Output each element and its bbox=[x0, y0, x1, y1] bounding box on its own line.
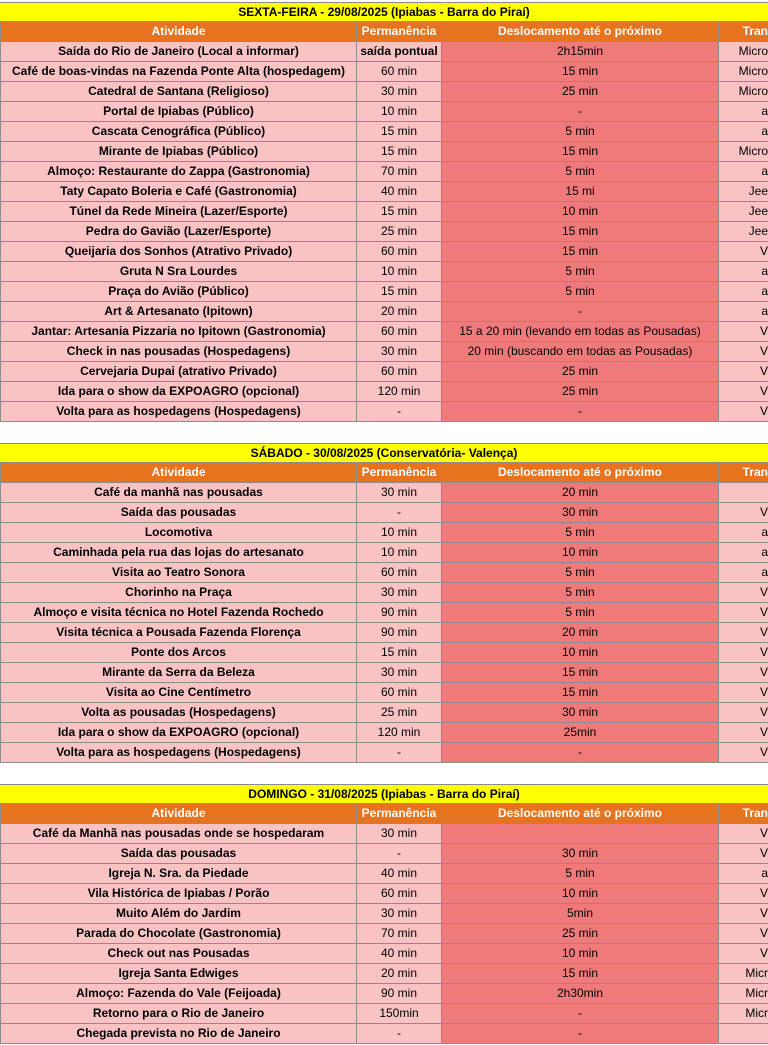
cell-atividade: Igreja N. Sra. da Piedade bbox=[1, 864, 357, 884]
cell-permanencia: 15 min bbox=[357, 282, 442, 302]
cell-permanencia: 60 min bbox=[357, 62, 442, 82]
cell-deslocamento: 10 min bbox=[442, 884, 719, 904]
cell-transporte: V bbox=[719, 824, 768, 844]
table-row bbox=[1, 543, 768, 563]
cell-atividade: Chorinho na Praça bbox=[1, 583, 357, 603]
cell-deslocamento: 20 min bbox=[442, 483, 719, 503]
cell-permanencia: 25 min bbox=[357, 222, 442, 242]
cell-deslocamento: 15 min bbox=[442, 663, 719, 683]
cell-deslocamento: 5 min bbox=[442, 583, 719, 603]
table-row bbox=[1, 362, 768, 382]
cell-atividade: Check in nas pousadas (Hospedagens) bbox=[1, 342, 357, 362]
table-row bbox=[1, 282, 768, 302]
table-row bbox=[1, 42, 768, 62]
cell-transporte: a bbox=[719, 102, 768, 122]
table-row bbox=[1, 222, 768, 242]
table-row bbox=[1, 723, 768, 743]
cell-atividade: Chegada prevista no Rio de Janeiro bbox=[1, 1024, 357, 1044]
cell-deslocamento: 15 min bbox=[442, 964, 719, 984]
cell-transporte: Jee bbox=[719, 222, 768, 242]
table-row bbox=[1, 884, 768, 904]
cell-deslocamento: 25min bbox=[442, 723, 719, 743]
cell-transporte bbox=[719, 483, 768, 503]
cell-atividade: Almoço: Fazenda do Vale (Feijoada) bbox=[1, 984, 357, 1004]
cell-transporte: V bbox=[719, 603, 768, 623]
cell-atividade: Mirante de Ipiabas (Público) bbox=[1, 142, 357, 162]
cell-permanencia: 20 min bbox=[357, 964, 442, 984]
table-row bbox=[1, 503, 768, 523]
table-row bbox=[1, 202, 768, 222]
cell-permanencia: - bbox=[357, 1024, 442, 1044]
schedule-table-sunday bbox=[0, 803, 768, 1044]
cell-transporte: V bbox=[719, 643, 768, 663]
cell-deslocamento: 25 min bbox=[442, 82, 719, 102]
cell-transporte: Micr bbox=[719, 984, 768, 1004]
cell-transporte: V bbox=[719, 623, 768, 643]
cell-transporte: a bbox=[719, 543, 768, 563]
table-row bbox=[1, 102, 768, 122]
cell-transporte: Micro bbox=[719, 62, 768, 82]
cell-transporte: a bbox=[719, 523, 768, 543]
cell-deslocamento: 15 min bbox=[442, 222, 719, 242]
cell-atividade: Café de boas-vindas na Fazenda Ponte Alta (hospedagem) bbox=[1, 62, 357, 82]
table-row bbox=[1, 122, 768, 142]
cell-atividade: Volta para as hospedagens (Hospedagens) bbox=[1, 402, 357, 422]
cell-transporte: V bbox=[719, 904, 768, 924]
cell-permanencia: 60 min bbox=[357, 242, 442, 262]
header-transporte: Tran bbox=[719, 804, 768, 824]
cell-transporte: V bbox=[719, 743, 768, 763]
cell-transporte: Micr bbox=[719, 1004, 768, 1024]
cell-deslocamento: 30 min bbox=[442, 844, 719, 864]
cell-deslocamento: 5 min bbox=[442, 563, 719, 583]
cell-permanencia: 60 min bbox=[357, 362, 442, 382]
header-transporte: Tran bbox=[719, 463, 768, 483]
cell-deslocamento: 2h15min bbox=[442, 42, 719, 62]
cell-transporte: V bbox=[719, 242, 768, 262]
cell-permanencia: saída pontual bbox=[357, 42, 442, 62]
cell-deslocamento: - bbox=[442, 102, 719, 122]
table-row bbox=[1, 603, 768, 623]
header-deslocamento: Deslocamento até o próximo bbox=[442, 804, 719, 824]
cell-deslocamento: 20 min (buscando em todas as Pousadas) bbox=[442, 342, 719, 362]
schedule-table-friday bbox=[0, 21, 768, 422]
cell-deslocamento: 30 min bbox=[442, 703, 719, 723]
cell-transporte: V bbox=[719, 322, 768, 342]
cell-atividade: Mirante da Serra da Beleza bbox=[1, 663, 357, 683]
table-row bbox=[1, 663, 768, 683]
cell-transporte: Jee bbox=[719, 182, 768, 202]
cell-transporte: V bbox=[719, 703, 768, 723]
cell-deslocamento: 2h30min bbox=[442, 984, 719, 1004]
cell-atividade: Visita ao Cine Centímetro bbox=[1, 683, 357, 703]
table-row bbox=[1, 623, 768, 643]
cell-permanencia: 90 min bbox=[357, 984, 442, 1004]
cell-atividade: Art & Artesanato (Ipitown) bbox=[1, 302, 357, 322]
cell-deslocamento: 5 min bbox=[442, 122, 719, 142]
cell-atividade: Café da Manhã nas pousadas onde se hospedaram bbox=[1, 824, 357, 844]
cell-deslocamento: 5 min bbox=[442, 864, 719, 884]
cell-permanencia: - bbox=[357, 743, 442, 763]
cell-transporte: Micr bbox=[719, 964, 768, 984]
cell-deslocamento: 15 min bbox=[442, 62, 719, 82]
table-row bbox=[1, 643, 768, 663]
table-row bbox=[1, 743, 768, 763]
cell-atividade: Caminhada pela rua das lojas do artesanato bbox=[1, 543, 357, 563]
cell-atividade: Volta as pousadas (Hospedagens) bbox=[1, 703, 357, 723]
header-row bbox=[1, 804, 768, 824]
cell-transporte: V bbox=[719, 723, 768, 743]
cell-permanencia: 15 min bbox=[357, 202, 442, 222]
header-permanencia: Permanência bbox=[357, 22, 442, 42]
cell-atividade: Saída das pousadas bbox=[1, 844, 357, 864]
cell-atividade: Almoço e visita técnica no Hotel Fazenda Rochedo bbox=[1, 603, 357, 623]
header-row bbox=[1, 463, 768, 483]
cell-deslocamento: 15 a 20 min (levando em todas as Pousadas) bbox=[442, 322, 719, 342]
table-row bbox=[1, 382, 768, 402]
table-row bbox=[1, 864, 768, 884]
cell-atividade: Portal de Ipiabas (Público) bbox=[1, 102, 357, 122]
table-row bbox=[1, 703, 768, 723]
cell-atividade: Jantar: Artesania Pizzaria no Ipitown (Gastronomia) bbox=[1, 322, 357, 342]
cell-transporte: V bbox=[719, 402, 768, 422]
cell-deslocamento: 5 min bbox=[442, 262, 719, 282]
day-block-sunday bbox=[0, 784, 768, 1044]
table-row bbox=[1, 262, 768, 282]
cell-atividade: Muito Além do Jardim bbox=[1, 904, 357, 924]
cell-deslocamento: 10 min bbox=[442, 543, 719, 563]
table-row bbox=[1, 242, 768, 262]
cell-deslocamento: 25 min bbox=[442, 362, 719, 382]
cell-permanencia: 70 min bbox=[357, 162, 442, 182]
cell-atividade: Cascata Cenográfica (Público) bbox=[1, 122, 357, 142]
cell-permanencia: - bbox=[357, 503, 442, 523]
cell-transporte: V bbox=[719, 362, 768, 382]
header-atividade: Atividade bbox=[1, 463, 357, 483]
table-row bbox=[1, 162, 768, 182]
cell-transporte: V bbox=[719, 663, 768, 683]
cell-permanencia: 60 min bbox=[357, 884, 442, 904]
cell-atividade: Túnel da Rede Mineira (Lazer/Esporte) bbox=[1, 202, 357, 222]
cell-deslocamento: 25 min bbox=[442, 924, 719, 944]
cell-transporte: V bbox=[719, 382, 768, 402]
table-row bbox=[1, 844, 768, 864]
cell-deslocamento: 5 min bbox=[442, 282, 719, 302]
cell-atividade: Check out nas Pousadas bbox=[1, 944, 357, 964]
cell-atividade: Ida para o show da EXPOAGRO (opcional) bbox=[1, 382, 357, 402]
cell-permanencia: - bbox=[357, 844, 442, 864]
cell-atividade: Visita ao Teatro Sonora bbox=[1, 563, 357, 583]
cell-deslocamento: 5 min bbox=[442, 162, 719, 182]
cell-atividade: Almoço: Restaurante do Zappa (Gastronomia) bbox=[1, 162, 357, 182]
cell-deslocamento: 25 min bbox=[442, 382, 719, 402]
cell-permanencia: 30 min bbox=[357, 904, 442, 924]
cell-atividade: Igreja Santa Edwiges bbox=[1, 964, 357, 984]
cell-atividade: Volta para as hospedagens (Hospedagens) bbox=[1, 743, 357, 763]
header-row bbox=[1, 22, 768, 42]
cell-atividade: Pedra do Gavião (Lazer/Esporte) bbox=[1, 222, 357, 242]
day-block-saturday bbox=[0, 443, 768, 763]
cell-atividade: Cervejaria Dupai (atrativo Privado) bbox=[1, 362, 357, 382]
cell-transporte: V bbox=[719, 844, 768, 864]
cell-permanencia: 30 min bbox=[357, 583, 442, 603]
day-block-friday bbox=[0, 2, 768, 422]
cell-permanencia: 30 min bbox=[357, 824, 442, 844]
cell-transporte: a bbox=[719, 162, 768, 182]
cell-transporte bbox=[719, 1024, 768, 1044]
cell-permanencia: 15 min bbox=[357, 122, 442, 142]
cell-atividade: Visita técnica a Pousada Fazenda Florença bbox=[1, 623, 357, 643]
cell-transporte: Micro bbox=[719, 42, 768, 62]
cell-deslocamento bbox=[442, 824, 719, 844]
cell-atividade: Parada do Chocolate (Gastronomia) bbox=[1, 924, 357, 944]
cell-permanencia: 20 min bbox=[357, 302, 442, 322]
header-permanencia: Permanência bbox=[357, 804, 442, 824]
table-row bbox=[1, 322, 768, 342]
cell-deslocamento: 10 min bbox=[442, 643, 719, 663]
header-deslocamento: Deslocamento até o próximo bbox=[442, 22, 719, 42]
cell-deslocamento: 5 min bbox=[442, 523, 719, 543]
cell-deslocamento: - bbox=[442, 302, 719, 322]
cell-atividade: Café da manhã nas pousadas bbox=[1, 483, 357, 503]
cell-atividade: Ponte dos Arcos bbox=[1, 643, 357, 663]
cell-permanencia: 10 min bbox=[357, 523, 442, 543]
cell-atividade: Locomotiva bbox=[1, 523, 357, 543]
cell-permanencia: 10 min bbox=[357, 102, 442, 122]
table-row bbox=[1, 1024, 768, 1044]
cell-permanencia: 15 min bbox=[357, 142, 442, 162]
cell-permanencia: 40 min bbox=[357, 864, 442, 884]
cell-atividade: Queijaria dos Sonhos (Atrativo Privado) bbox=[1, 242, 357, 262]
cell-permanencia: 15 min bbox=[357, 643, 442, 663]
day-title: DOMINGO - 31/08/2025 (Ipiabas - Barra do Piraí) bbox=[0, 784, 768, 803]
cell-deslocamento: 20 min bbox=[442, 623, 719, 643]
cell-permanencia: 10 min bbox=[357, 543, 442, 563]
cell-permanencia: 120 min bbox=[357, 382, 442, 402]
cell-deslocamento: 10 min bbox=[442, 944, 719, 964]
cell-deslocamento: 15 min bbox=[442, 242, 719, 262]
day-title: SÁBADO - 30/08/2025 (Conservatória- Valença) bbox=[0, 443, 768, 462]
cell-permanencia: - bbox=[357, 402, 442, 422]
cell-transporte: Micro bbox=[719, 142, 768, 162]
table-row bbox=[1, 182, 768, 202]
cell-transporte: V bbox=[719, 583, 768, 603]
cell-transporte: a bbox=[719, 122, 768, 142]
cell-transporte: a bbox=[719, 262, 768, 282]
day-title: SEXTA-FEIRA - 29/08/2025 (Ipiabas - Barra do Piraí) bbox=[0, 2, 768, 21]
table-row bbox=[1, 402, 768, 422]
cell-deslocamento: 10 min bbox=[442, 202, 719, 222]
cell-atividade: Ida para o show da EXPOAGRO (opcional) bbox=[1, 723, 357, 743]
cell-deslocamento: - bbox=[442, 1004, 719, 1024]
cell-transporte: a bbox=[719, 282, 768, 302]
cell-deslocamento: 5min bbox=[442, 904, 719, 924]
cell-transporte: V bbox=[719, 683, 768, 703]
cell-transporte: V bbox=[719, 884, 768, 904]
cell-deslocamento: - bbox=[442, 743, 719, 763]
cell-permanencia: 90 min bbox=[357, 603, 442, 623]
cell-transporte: V bbox=[719, 944, 768, 964]
cell-deslocamento: - bbox=[442, 402, 719, 422]
header-deslocamento: Deslocamento até o próximo bbox=[442, 463, 719, 483]
cell-deslocamento: 15 min bbox=[442, 683, 719, 703]
cell-deslocamento: 15 min bbox=[442, 142, 719, 162]
table-row bbox=[1, 82, 768, 102]
table-row bbox=[1, 683, 768, 703]
cell-permanencia: 40 min bbox=[357, 944, 442, 964]
cell-permanencia: 120 min bbox=[357, 723, 442, 743]
table-row bbox=[1, 924, 768, 944]
table-row bbox=[1, 583, 768, 603]
cell-permanencia: 30 min bbox=[357, 342, 442, 362]
cell-permanencia: 150min bbox=[357, 1004, 442, 1024]
cell-permanencia: 30 min bbox=[357, 663, 442, 683]
cell-transporte: a bbox=[719, 563, 768, 583]
cell-deslocamento: 5 min bbox=[442, 603, 719, 623]
cell-deslocamento: 15 mi bbox=[442, 182, 719, 202]
header-transporte: Tran bbox=[719, 22, 768, 42]
cell-permanencia: 60 min bbox=[357, 563, 442, 583]
cell-permanencia: 30 min bbox=[357, 483, 442, 503]
cell-atividade: Saída das pousadas bbox=[1, 503, 357, 523]
cell-atividade: Taty Capato Boleria e Café (Gastronomia) bbox=[1, 182, 357, 202]
cell-deslocamento: - bbox=[442, 1024, 719, 1044]
table-row bbox=[1, 824, 768, 844]
cell-transporte: a bbox=[719, 302, 768, 322]
table-row bbox=[1, 302, 768, 322]
cell-atividade: Praça do Avião (Público) bbox=[1, 282, 357, 302]
cell-permanencia: 30 min bbox=[357, 82, 442, 102]
cell-permanencia: 25 min bbox=[357, 703, 442, 723]
cell-atividade: Vila Histórica de Ipiabas / Porão bbox=[1, 884, 357, 904]
schedule-table-saturday bbox=[0, 462, 768, 763]
table-row bbox=[1, 944, 768, 964]
table-row bbox=[1, 523, 768, 543]
cell-transporte: a bbox=[719, 864, 768, 884]
cell-transporte: V bbox=[719, 924, 768, 944]
cell-permanencia: 40 min bbox=[357, 182, 442, 202]
cell-permanencia: 60 min bbox=[357, 683, 442, 703]
cell-atividade: Saída do Rio de Janeiro (Local a informar) bbox=[1, 42, 357, 62]
cell-transporte: Micro bbox=[719, 82, 768, 102]
header-atividade: Atividade bbox=[1, 22, 357, 42]
cell-permanencia: 90 min bbox=[357, 623, 442, 643]
table-row bbox=[1, 62, 768, 82]
table-row bbox=[1, 984, 768, 1004]
cell-permanencia: 10 min bbox=[357, 262, 442, 282]
table-row bbox=[1, 483, 768, 503]
header-permanencia: Permanência bbox=[357, 463, 442, 483]
cell-permanencia: 60 min bbox=[357, 322, 442, 342]
cell-atividade: Retorno para o Rio de Janeiro bbox=[1, 1004, 357, 1024]
cell-deslocamento: 30 min bbox=[442, 503, 719, 523]
table-row bbox=[1, 563, 768, 583]
table-row bbox=[1, 964, 768, 984]
cell-atividade: Gruta N Sra Lourdes bbox=[1, 262, 357, 282]
table-row bbox=[1, 904, 768, 924]
cell-atividade: Catedral de Santana (Religioso) bbox=[1, 82, 357, 102]
cell-transporte: V bbox=[719, 503, 768, 523]
table-row bbox=[1, 342, 768, 362]
header-atividade: Atividade bbox=[1, 804, 357, 824]
table-row bbox=[1, 142, 768, 162]
table-row bbox=[1, 1004, 768, 1024]
cell-transporte: Jee bbox=[719, 202, 768, 222]
cell-permanencia: 70 min bbox=[357, 924, 442, 944]
cell-transporte: V bbox=[719, 342, 768, 362]
